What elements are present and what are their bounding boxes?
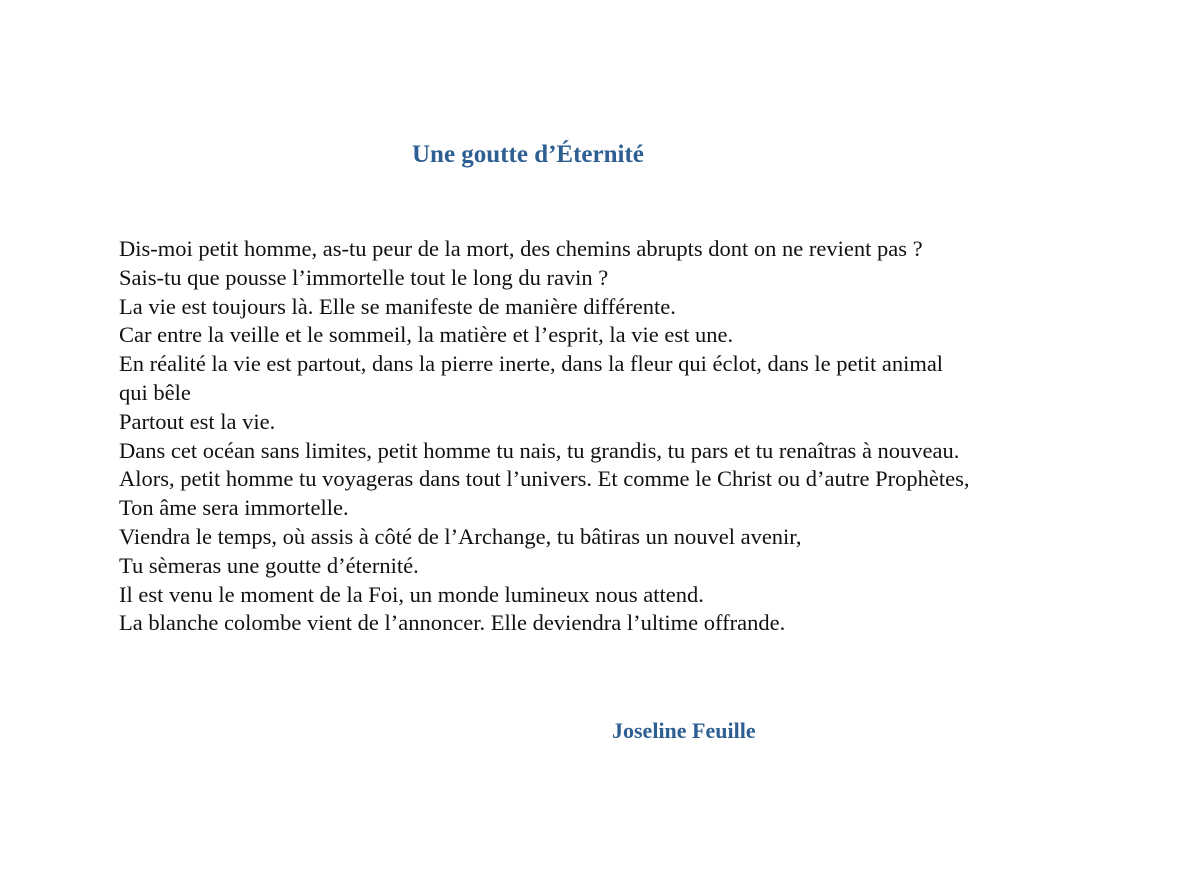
poem-line: En réalité la vie est partout, dans la pierre inerte, dans la fleur qui éclot, dans le petit animal <box>119 351 944 377</box>
poem-line: Car entre la veille et le sommeil, la matière et l’esprit, la vie est une. <box>119 322 734 348</box>
poem-line: Ton âme sera immortelle. <box>119 495 349 521</box>
poem-line: Alors, petit homme tu voyageras dans tout l’univers. Et comme le Christ ou d’autre Prophètes, <box>119 466 970 492</box>
poem-body <box>119 235 1079 638</box>
poem-line: Viendra le temps, où assis à côté de l’Archange, tu bâtiras un nouvel avenir, <box>119 523 802 549</box>
author-signature: Joseline Feuille <box>612 718 756 743</box>
poem-line: Dis-moi petit homme, as-tu peur de la mort, des chemins abrupts dont on ne revient pas ? <box>119 236 923 261</box>
poem-line: Partout est la vie. <box>119 408 276 434</box>
poem-title: Une goutte d’Éternité <box>412 141 644 168</box>
poem-line: qui bêle <box>119 379 191 405</box>
poem-line: La vie est toujours là. Elle se manifeste de manière différente. <box>119 293 676 319</box>
poem-line: Il est venu le moment de la Foi, un monde lumineux nous attend. <box>119 581 704 607</box>
poem-line: Dans cet océan sans limites, petit homme tu nais, tu grandis, tu pars et tu renaîtras à nouveau. <box>119 437 960 463</box>
poem-line: La blanche colombe vient de l’annoncer. Elle deviendra l’ultime offrande. <box>119 610 786 636</box>
poem-line: Sais-tu que pousse l’immortelle tout le long du ravin ? <box>119 264 609 290</box>
poem-line: Tu sèmeras une goutte d’éternité. <box>119 552 419 578</box>
